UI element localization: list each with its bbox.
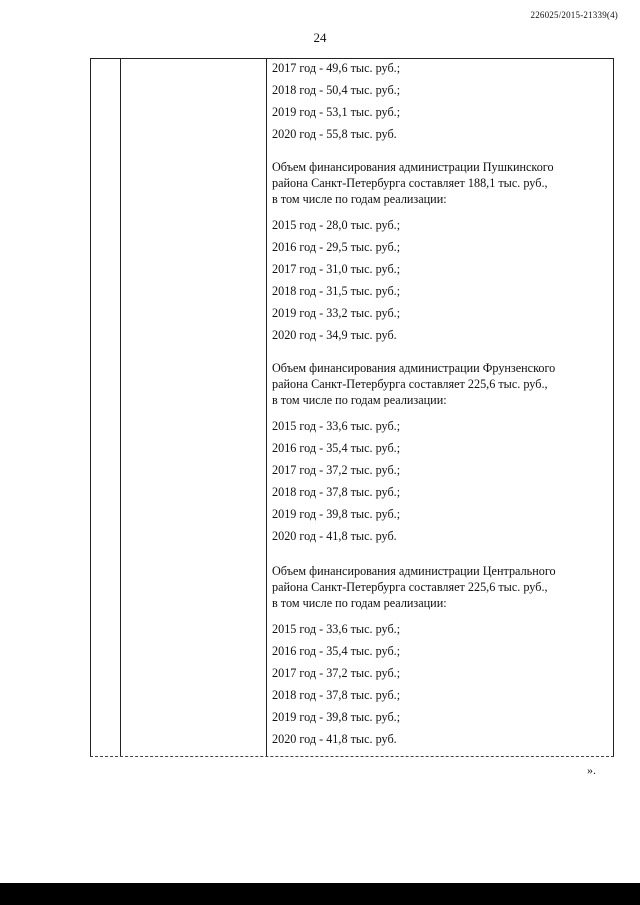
scan-bottom-edge (0, 883, 640, 905)
text-line: 2019 год - 33,2 тыс. руб.; (272, 306, 401, 320)
text-line: 2016 год - 35,4 тыс. руб.; (272, 441, 401, 455)
text-line: 2020 год - 41,8 тыс. руб. (272, 732, 397, 746)
text-line: района Санкт-Петербурга составляет 188,1 тыс. руб., (272, 176, 548, 190)
text-line: 2018 год - 50,4 тыс. руб.; (272, 83, 401, 97)
text-line: 2020 год - 41,8 тыс. руб. (272, 529, 397, 543)
text-line: 2017 год - 37,2 тыс. руб.; (272, 463, 401, 477)
text-line: 2019 год - 39,8 тыс. руб.; (272, 710, 401, 724)
text-line: 2020 год - 34,9 тыс. руб. (272, 328, 397, 342)
text-line: 2016 год - 35,4 тыс. руб.; (272, 644, 401, 658)
column-divider-1 (120, 59, 121, 756)
text-line: 2015 год - 33,6 тыс. руб.; (272, 622, 401, 636)
text-line: 2017 год - 31,0 тыс. руб.; (272, 262, 401, 276)
page-number: 24 (313, 30, 327, 45)
text-line: в том числе по годам реализации: (272, 596, 447, 610)
column-divider-2 (266, 59, 267, 756)
text-line: 2016 год - 29,5 тыс. руб.; (272, 240, 401, 254)
text-line: 2015 год - 28,0 тыс. руб.; (272, 218, 401, 232)
text-line: Объем финансирования администрации Пушкинского (272, 160, 554, 174)
text-line: Объем финансирования администрации Фрунзенского (272, 361, 556, 375)
text-line: 2018 год - 31,5 тыс. руб.; (272, 284, 401, 298)
text-line: 2017 год - 49,6 тыс. руб.; (272, 61, 401, 75)
text-line: 2015 год - 33,6 тыс. руб.; (272, 419, 401, 433)
text-line: 2019 год - 39,8 тыс. руб.; (272, 507, 401, 521)
text-line: Объем финансирования администрации Центрального (272, 564, 556, 578)
text-line: 2018 год - 37,8 тыс. руб.; (272, 485, 401, 499)
funding-table (90, 58, 614, 757)
text-line: 2020 год - 55,8 тыс. руб. (272, 127, 397, 141)
text-line: 2018 год - 37,8 тыс. руб.; (272, 688, 401, 702)
text-line: района Санкт-Петербурга составляет 225,6 тыс. руб., (272, 580, 548, 594)
text-line: в том числе по годам реализации: (272, 192, 447, 206)
text-line: в том числе по годам реализации: (272, 393, 447, 407)
text-line: 2017 год - 37,2 тыс. руб.; (272, 666, 401, 680)
text-line: 2019 год - 53,1 тыс. руб.; (272, 105, 401, 119)
closing-quote: ». (587, 763, 596, 777)
document-id: 226025/2015-21339(4) (530, 10, 618, 20)
text-line: района Санкт-Петербурга составляет 225,6 тыс. руб., (272, 377, 548, 391)
